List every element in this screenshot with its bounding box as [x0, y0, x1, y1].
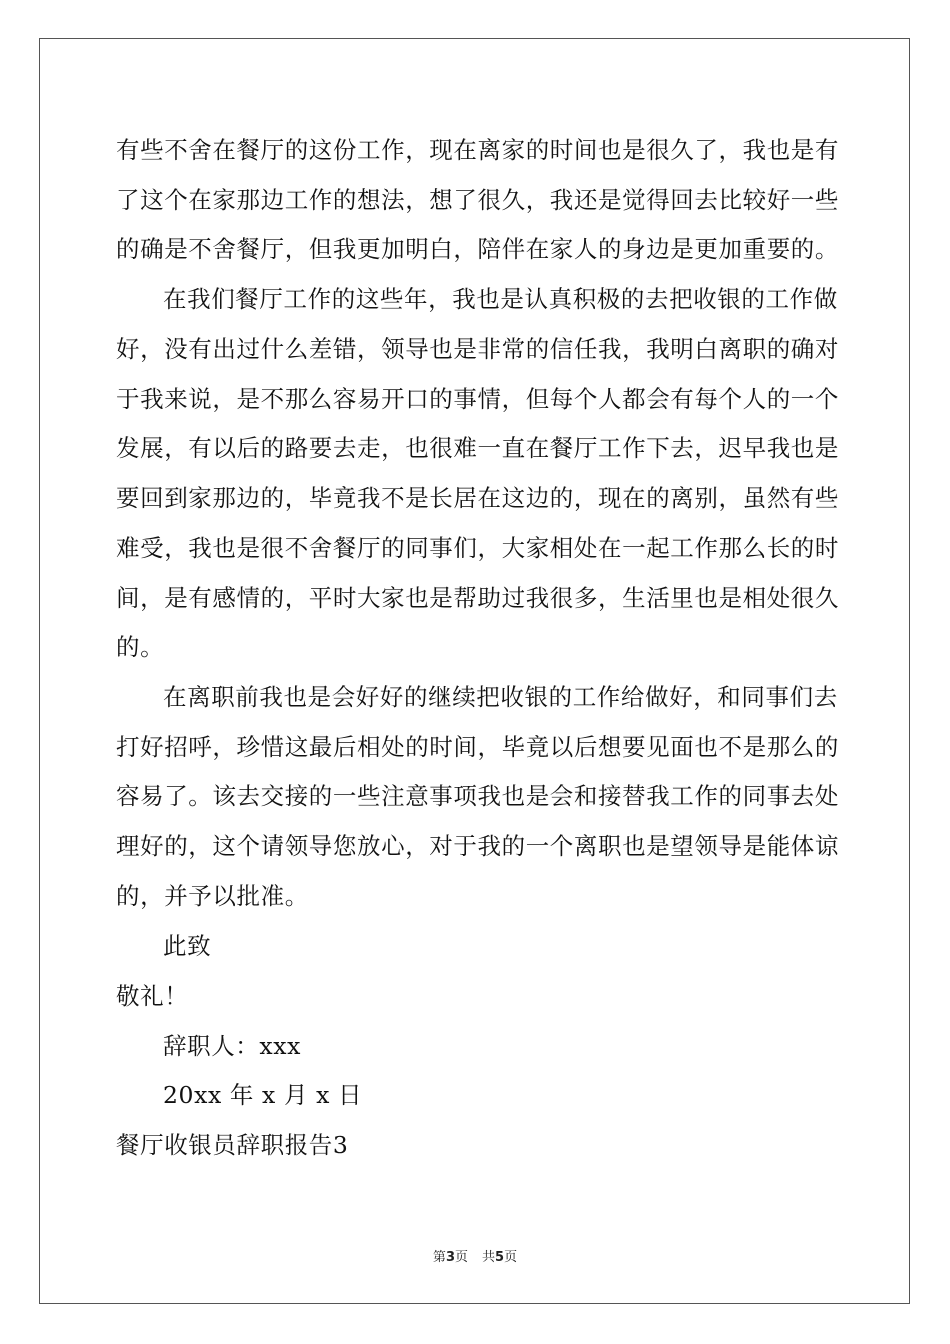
- paragraph-line: 在离职前我也是会好好的继续把收银的工作给做好，和同事们去: [163, 683, 838, 711]
- paragraph-line: 在我们餐厅工作的这些年，我也是认真积极的去把收银的工作做: [163, 285, 838, 313]
- total-suffix: 页: [504, 1250, 518, 1265]
- resigner-signature: 辞职人：xxx: [163, 1032, 301, 1060]
- paragraph-line: 了这个在家那边工作的想法，想了很久，我还是觉得回去比较好一些: [116, 186, 839, 214]
- paragraph-line: 难受，我也是很不舍餐厅的同事们，大家相处在一起工作那么长的时: [116, 534, 839, 562]
- paragraph-line: 于我来说，是不那么容易开口的事情，但每个人都会有每个人的一个: [116, 385, 839, 413]
- closing-cizhi: 此致: [163, 932, 212, 960]
- paragraph-line: 好，没有出过什么差错，领导也是非常的信任我，我明白离职的确对: [116, 335, 839, 363]
- paragraph-line: 要回到家那边的，毕竟我不是长居在这边的，现在的离别，虽然有些: [116, 484, 839, 512]
- page-border: [39, 38, 910, 1304]
- total-prefix: 共: [482, 1250, 496, 1265]
- paragraph-line: 有些不舍在餐厅的这份工作，现在离家的时间也是很久了，我也是有: [116, 136, 839, 164]
- page-footer: [0, 1246, 950, 1265]
- closing-jingli: 敬礼！: [116, 982, 189, 1010]
- page-prefix: 第: [432, 1250, 446, 1265]
- paragraph-line: 间，是有感情的，平时大家也是帮助过我很多，生活里也是相处很久: [116, 584, 839, 612]
- page-suffix: 页: [454, 1250, 468, 1265]
- paragraph-line: 发展，有以后的路要去走，也很难一直在餐厅工作下去，迟早我也是: [116, 434, 839, 462]
- page-number: 3: [445, 1250, 455, 1265]
- paragraph-line: 打好招呼，珍惜这最后相处的时间，毕竟以后想要见面也不是那么的: [116, 733, 839, 761]
- total-pages: 5: [495, 1250, 505, 1265]
- paragraph-line: 容易了。该去交接的一些注意事项我也是会和接替我工作的同事去处: [116, 782, 839, 810]
- paragraph-line: 的确是不舍餐厅，但我更加明白，陪伴在家人的身边是更加重要的。: [116, 235, 839, 263]
- paragraph-line: 的，并予以批准。: [116, 882, 309, 910]
- letter-date: 20xx 年 x 月 x 日: [163, 1081, 363, 1109]
- next-section-title: 餐厅收银员辞职报告3: [116, 1131, 349, 1159]
- paragraph-line: 的。: [116, 633, 165, 661]
- paragraph-line: 理好的，这个请领导您放心，对于我的一个离职也是望领导是能体谅: [116, 832, 839, 860]
